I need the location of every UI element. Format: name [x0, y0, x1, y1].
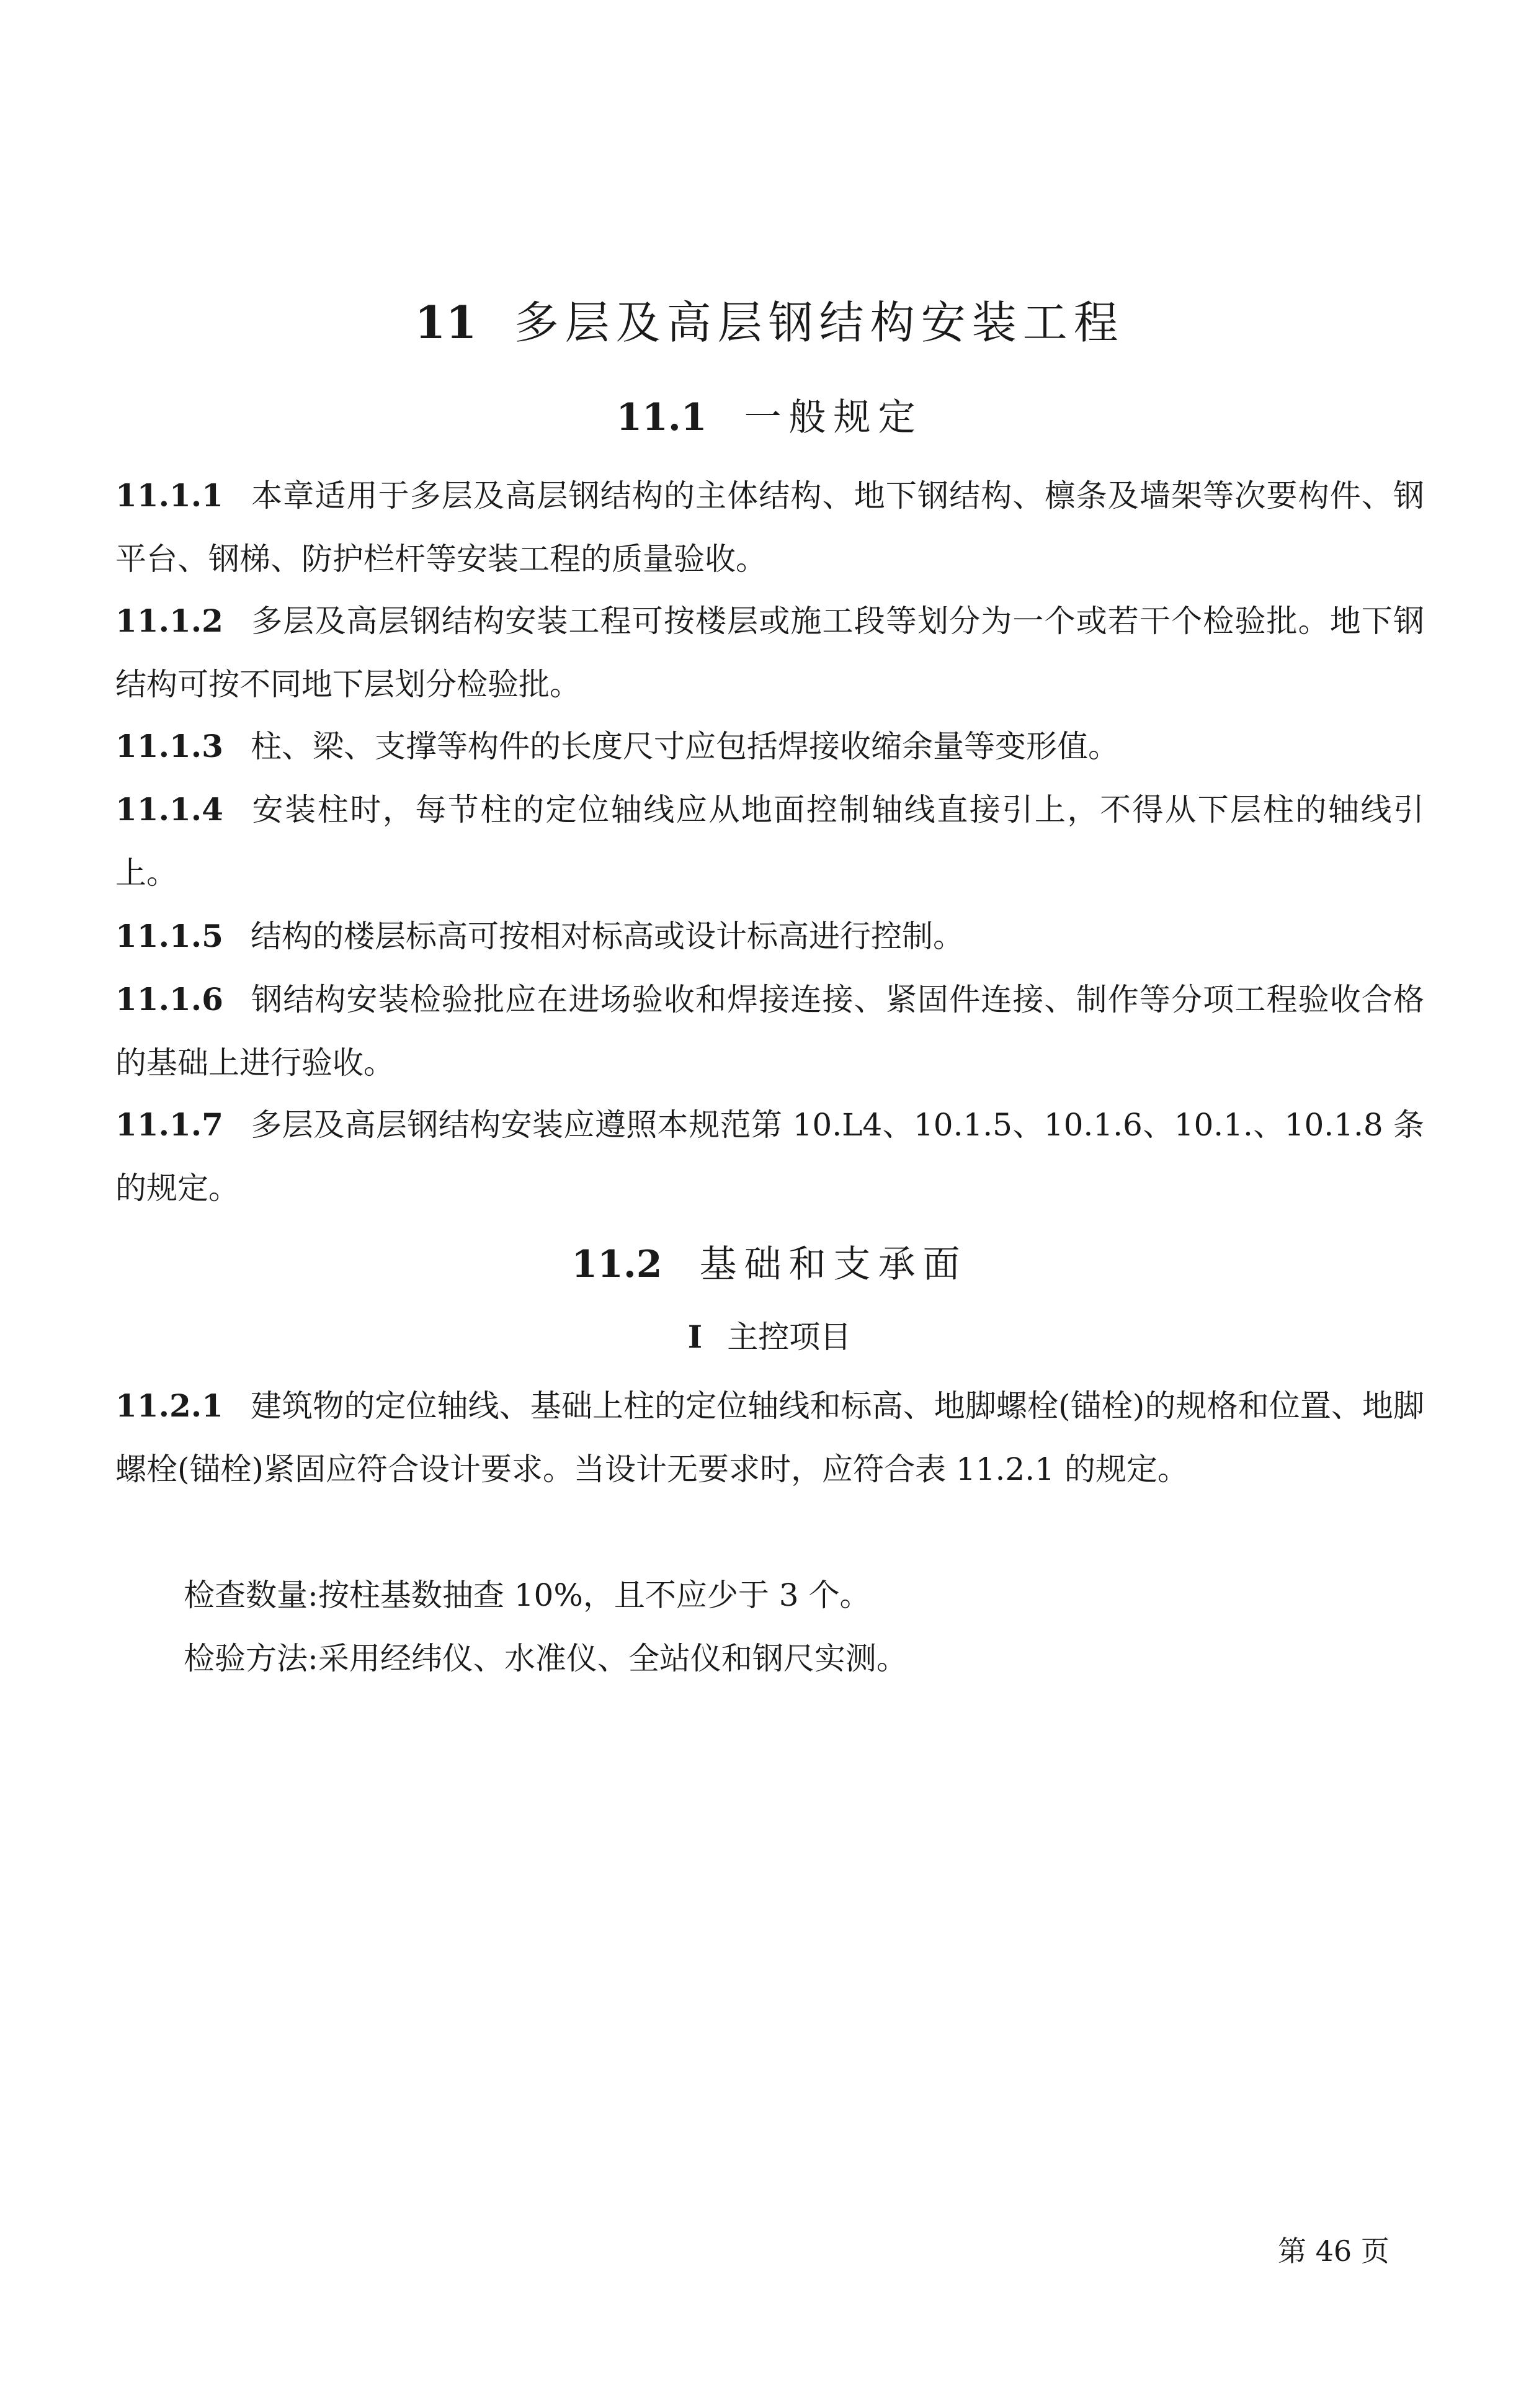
clause-11-1-5 — [115, 905, 1424, 968]
subsection-heading — [0, 1312, 1539, 1357]
clause-number: 11.2.1 — [115, 1387, 223, 1424]
chapter-title — [0, 287, 1539, 351]
clause-number: 11.1.4 — [115, 791, 223, 828]
clause-text: 结构的楼层标高可按相对标高或设计标高进行控制。 — [250, 918, 964, 954]
clause-number: 11.1.2 — [115, 602, 223, 639]
clause-11-1-4 — [115, 778, 1424, 905]
clause-number: 11.1.1 — [115, 477, 223, 514]
clause-11-2-1 — [115, 1374, 1424, 1501]
subsection-number: I — [687, 1318, 703, 1355]
inspection-quantity: 检查数量:按柱基数抽查 10%，且不应少于 3 个。 — [184, 1577, 871, 1613]
page-number: 第 46 页 — [1278, 2234, 1390, 2268]
chapter-title-text: 多层及高层钢结构安装工程 — [514, 297, 1125, 349]
section-number: 11.1 — [616, 396, 707, 439]
chapter-number: 11 — [414, 296, 477, 349]
clause-text: 多层及高层钢结构安装应遵照本规范第 10.L4、10.1.5、10.1.6、10.1.、10.1.8 条的规定。 — [115, 1107, 1424, 1206]
section-title-11-1 — [0, 388, 1539, 441]
clause-text: 安装柱时，每节柱的定位轴线应从地面控制轴线直接引上，不得从下层柱的轴线引上。 — [115, 792, 1424, 891]
section-title-11-2 — [0, 1235, 1539, 1288]
clause-text: 钢结构安装检验批应在进场验收和焊接连接、紧固件连接、制作等分项工程验收合格的基础上进行验收。 — [115, 982, 1424, 1081]
clause-11-1-3 — [115, 715, 1424, 778]
section-number: 11.2 — [571, 1243, 662, 1286]
clause-text: 建筑物的定位轴线、基础上柱的定位轴线和标高、地脚螺栓(锚栓)的规格和位置、地脚螺栓(锚栓)紧固应符合设计要求。当设计无要求时，应符合表 11.2.1 的规定。 — [115, 1388, 1424, 1487]
clause-11-1-2 — [115, 589, 1424, 716]
clause-text: 柱、梁、支撑等构件的长度尺寸应包括焊接收缩余量等变形值。 — [250, 728, 1119, 764]
inspection-method: 检验方法:采用经纬仪、水准仪、全站仪和钢尺实测。 — [184, 1640, 908, 1676]
subsection-title: 主控项目 — [727, 1319, 852, 1355]
clause-11-1-6 — [115, 968, 1424, 1094]
clause-number: 11.1.5 — [115, 918, 223, 954]
section-title-text: 一般规定 — [744, 396, 923, 439]
clause-11-1-7 — [115, 1093, 1424, 1220]
clause-number: 11.1.7 — [115, 1106, 223, 1143]
clause-text: 本章适用于多层及高层钢结构的主体结构、地下钢结构、檩条及墙架等次要构件、钢平台、钢梯、防护栏杆等安装工程的质量验收。 — [115, 478, 1424, 577]
clause-11-1-1 — [115, 464, 1424, 591]
clause-text: 多层及高层钢结构安装工程可按楼层或施工段等划分为一个或若干个检验批。地下钢结构可按不同地下层划分检验批。 — [115, 603, 1424, 702]
clause-number: 11.1.3 — [115, 728, 223, 764]
clause-number: 11.1.6 — [115, 981, 223, 1018]
section-title-text: 基础和支承面 — [699, 1243, 968, 1286]
